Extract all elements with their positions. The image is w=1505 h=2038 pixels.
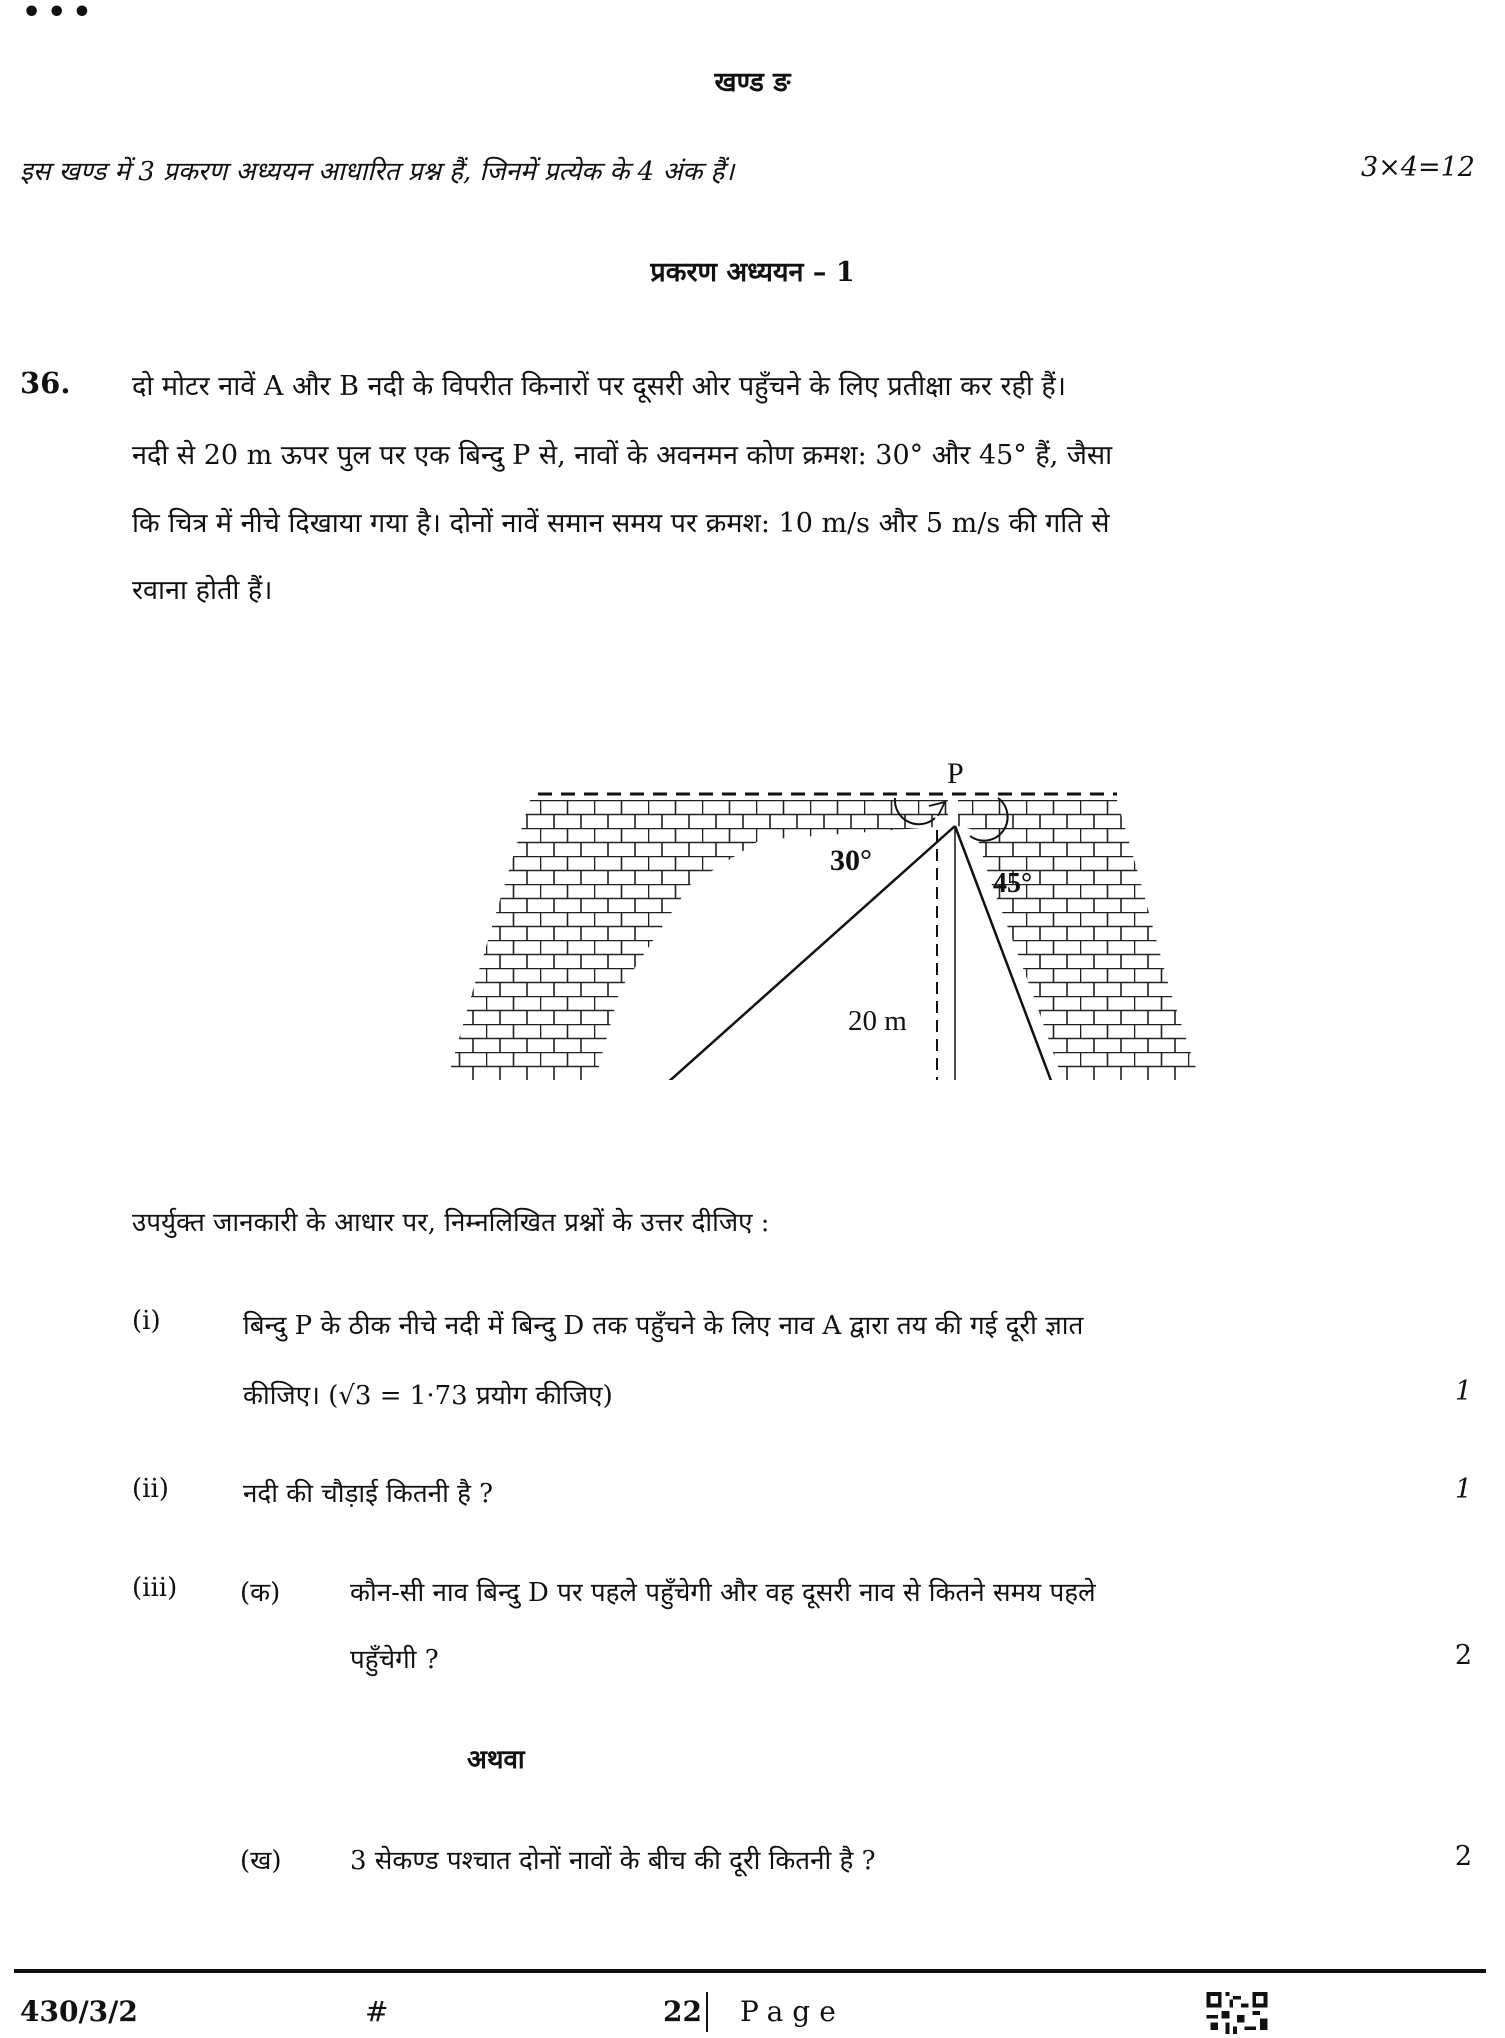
subq-2-text: नदी की चौड़ाई कितनी है ? [243,1479,494,1509]
footer-rule [14,1969,1486,1973]
question-line-2: नदी से 20 m ऊपर पुल पर एक बिन्दु P से, नावों के अवनमन कोण क्रमश: 30° और 45° हैं, जैसा [132,440,1113,471]
section-title: खण्ड ङ [714,67,791,98]
subq-2-marks: 1 [1454,1474,1472,1505]
paper-code: 430/3/2 [20,1995,138,2028]
subq-1-marks: 1 [1454,1376,1472,1407]
case-study-title: प्रकरण अध्ययन – 1 [650,257,855,288]
question-line-3: कि चित्र में नीचे दिखाया गया है। दोनों नावें समान समय पर क्रमश: 10 m/s और 5 m/s की गति से [132,508,1110,539]
question-line-4: रवाना होती हैं। [132,575,273,606]
subquestions-lead: उपर्युक्त जानकारी के आधार पर, निम्नलिखित प्रश्नों के उत्तर दीजिए : [132,1208,770,1238]
page-word: Page [740,1995,845,2028]
section-instruction: इस खण्ड में 3 प्रकरण अध्ययन आधारित प्रश्न हैं, जिनमें प्रत्येक के 4 अंक हैं। [20,157,735,187]
question-number: 36. [20,366,71,400]
question-line-1: दो मोटर नावें A और B नदी के विपरीत किनारों पर दूसरी ओर पहुँचने के लिए प्रतीक्षा कर रही हैं। [132,371,1066,402]
subq-3a-line-1: कौन-सी नाव बिन्दु D पर पहले पहुँचेगी और वह दूसरी नाव से कितने समय पहले [350,1578,1096,1608]
subq-3b-marks: 2 [1454,1841,1472,1872]
point-p-label: P [947,757,964,790]
or-separator: अथवा [467,1745,525,1775]
angle-30-label: 30° [830,844,872,877]
section-marks: 3×4=12 [1361,152,1475,183]
height-label: 20 m [848,1005,907,1037]
subq-3a-label: (क) [240,1578,281,1608]
bridge-diagram [420,740,1240,1080]
subq-3b-label: (ख) [240,1846,282,1876]
subq-2-label: (ii) [132,1474,169,1504]
subq-3b-text: 3 सेकण्ड पश्चात दोनों नावों के बीच की दूरी कितनी है ? [350,1846,876,1876]
subq-1-line-2: कीजिए। (√3 = 1·73 प्रयोग कीजिए) [243,1381,613,1411]
page-separator [706,1992,708,2032]
angle-45-label: 45° [993,868,1033,899]
subq-3a-marks: 2 [1454,1640,1472,1671]
qr-code-icon [1205,1992,1269,2034]
footer-hash: # [365,1995,389,2028]
page-number: 22 [663,1995,702,2028]
subq-3a-line-2: पहुँचेगी ? [350,1645,439,1675]
window-dots: ••• [22,0,98,30]
subq-3-label: (iii) [132,1573,178,1603]
subq-1-label: (i) [132,1306,161,1336]
subq-1-line-1: बिन्दु P के ठीक नीचे नदी में बिन्दु D तक पहुँचने के लिए नाव A द्वारा तय की गई दूरी ज्ञात [243,1311,1084,1341]
